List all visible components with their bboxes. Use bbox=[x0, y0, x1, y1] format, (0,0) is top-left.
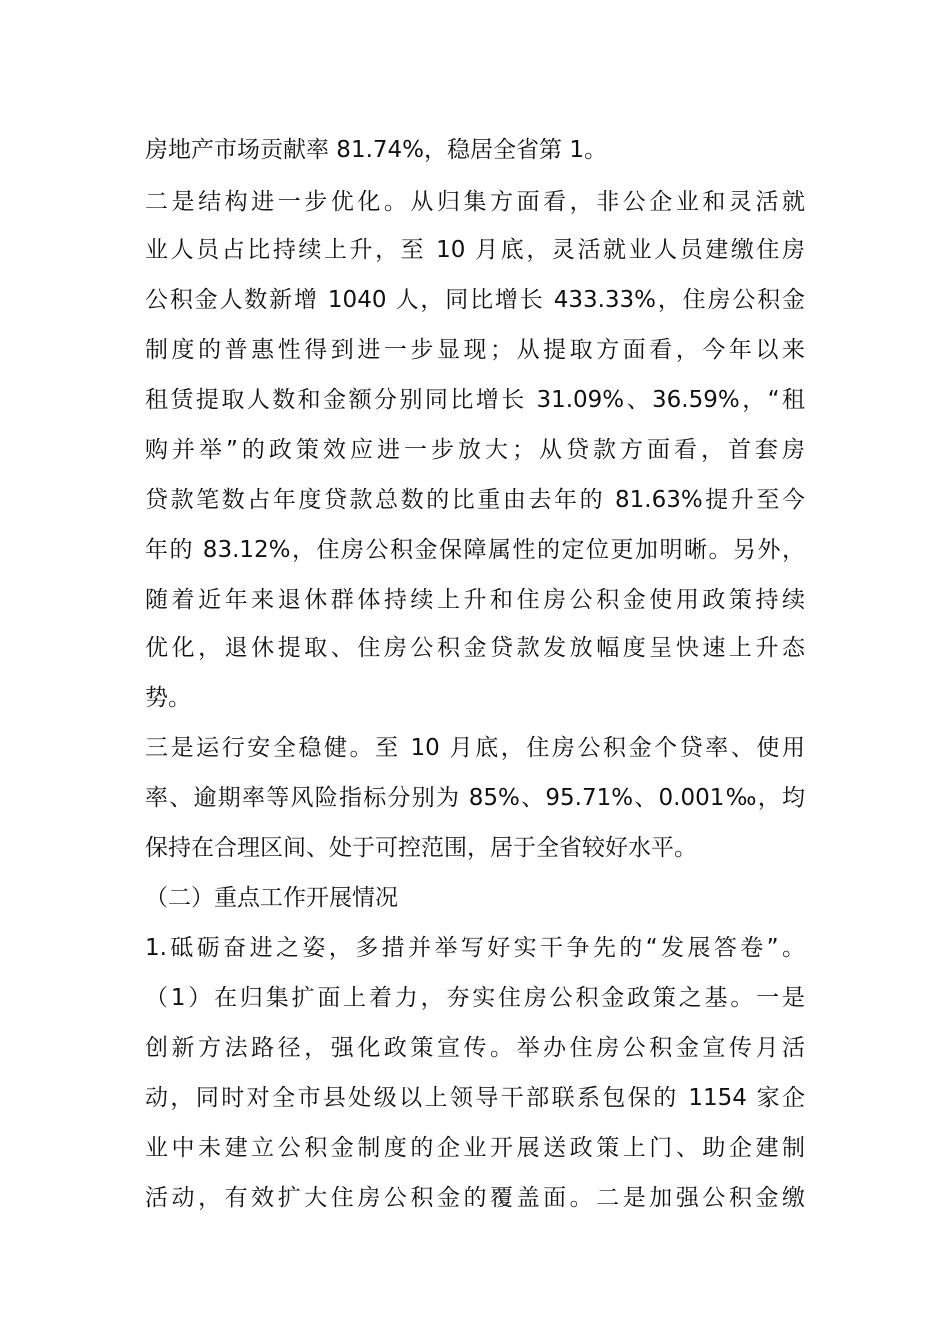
text-line: 率、逾期率等风险指标分别为 85%、95.71%、0.001‰，均 bbox=[145, 785, 805, 811]
text-line: （1）在归集扩面上着力，夯实住房公积金政策之基。一是 bbox=[145, 985, 805, 1011]
text-line: 保持在合理区间、处于可控范围，居于全省较好水平。 bbox=[145, 835, 697, 861]
text-line: 三是运行安全稳健。至 10 月底，住房公积金个贷率、使用 bbox=[145, 735, 805, 761]
text-line: 1.砥砺奋进之姿，多措并举写好实干争先的“发展答卷”。 bbox=[145, 935, 805, 961]
text-line: 优化，退休提取、住房公积金贷款发放幅度呈快速上升态 bbox=[145, 635, 805, 661]
text-line: （二）重点工作开展情况 bbox=[145, 885, 398, 911]
text-line: 租赁提取人数和金额分别同比增长 31.09%、36.59%，“租 bbox=[145, 387, 805, 413]
text-line: 随着近年来退休群体持续上升和住房公积金使用政策持续 bbox=[145, 587, 805, 613]
text-line: 动，同时对全市县处级以上领导干部联系包保的 1154 家企 bbox=[145, 1085, 805, 1111]
text-line: 业中未建立公积金制度的企业开展送政策上门、助企建制 bbox=[145, 1135, 805, 1161]
text-line: 势。 bbox=[145, 685, 191, 711]
text-line: 创新方法路径，强化政策宣传。举办住房公积金宣传月活 bbox=[145, 1035, 805, 1061]
text-line: 购并举”的政策效应进一步放大；从贷款方面看，首套房 bbox=[145, 437, 805, 463]
text-line: 年的 83.12%，住房公积金保障属性的定位更加明晰。另外， bbox=[145, 537, 805, 563]
text-line: 制度的普惠性得到进一步显现；从提取方面看，今年以来 bbox=[145, 337, 805, 363]
text-line: 活动，有效扩大住房公积金的覆盖面。二是加强公积金缴 bbox=[145, 1185, 805, 1211]
text-line: 二是结构进一步优化。从归集方面看，非公企业和灵活就 bbox=[145, 189, 805, 215]
text-line: 房地产市场贡献率 81.74%，稳居全省第 1。 bbox=[145, 137, 607, 163]
text-line: 公积金人数新增 1040 人，同比增长 433.33%，住房公积金 bbox=[145, 287, 805, 313]
text-line: 业人员占比持续上升，至 10 月底，灵活就业人员建缴住房 bbox=[145, 237, 805, 263]
text-line: 贷款笔数占年度贷款总数的比重由去年的 81.63%提升至今 bbox=[145, 487, 805, 513]
